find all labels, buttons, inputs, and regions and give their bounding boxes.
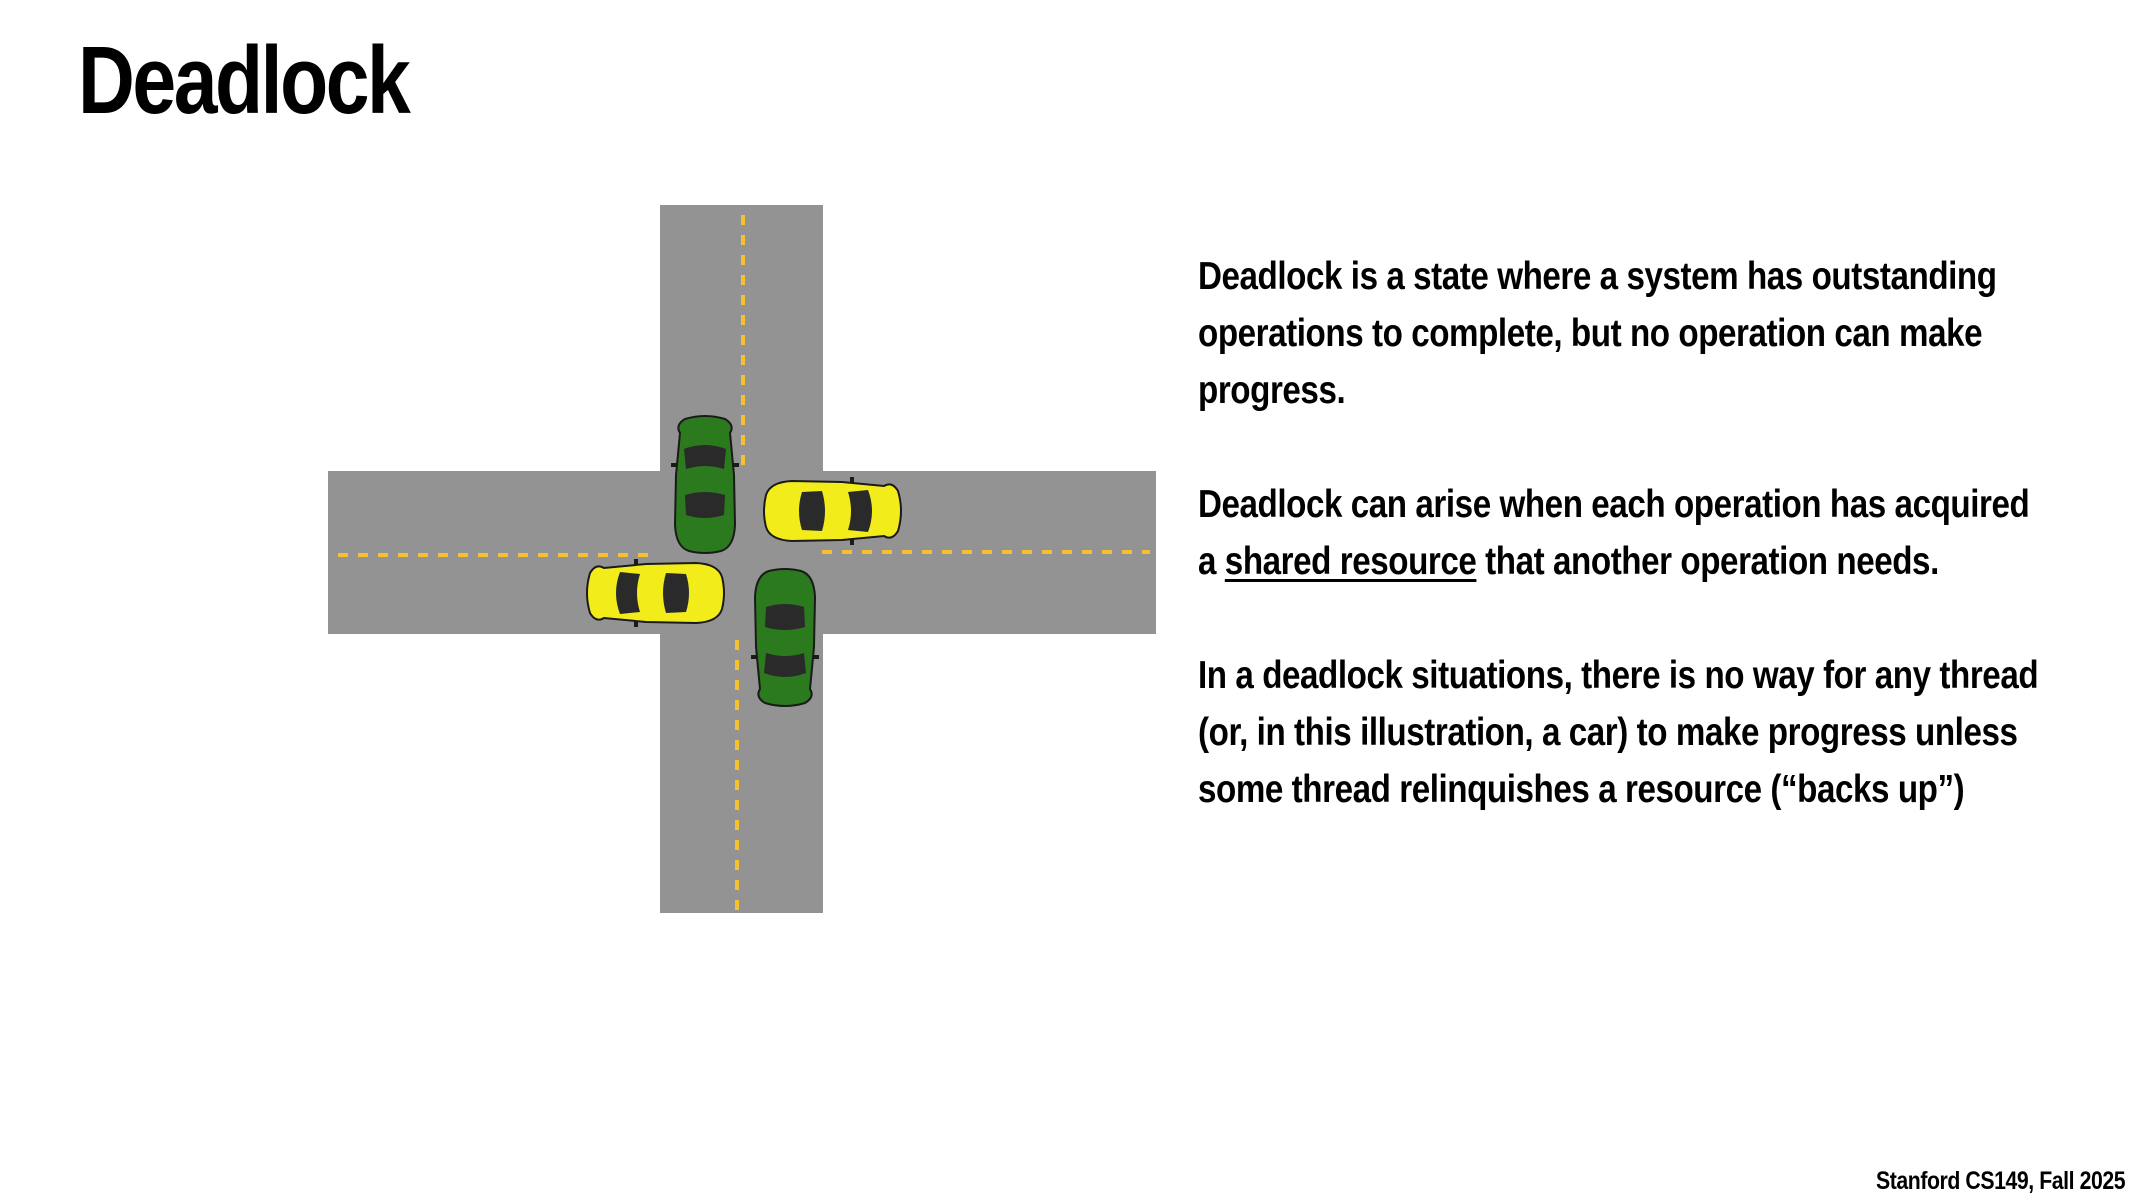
slide-title: Deadlock xyxy=(78,27,409,134)
deadlock-progress: In a deadlock situations, there is no way for any thread (or, in this illustration, a car) to make progress unless some thread relinquishes a resource (“backs up”) xyxy=(1198,654,2039,811)
car-yellow-right xyxy=(764,477,901,545)
text-column xyxy=(1198,248,2048,875)
deadlock-cause-text-start: Deadlock can arise when each operation has acquired a xyxy=(1198,483,2030,583)
car-green-top xyxy=(671,416,739,553)
deadlock-cause-text-end: that another operation needs. xyxy=(1476,540,1939,583)
deadlock-cause xyxy=(1198,476,2048,590)
intersection-illustration xyxy=(320,200,1160,920)
car-green-bottom xyxy=(751,569,819,706)
car-yellow-left xyxy=(587,559,724,627)
shared-resource-term: shared resource xyxy=(1224,540,1477,583)
deadlock-definition: Deadlock is a state where a system has outstanding operations to complete, but no operation can make progress. xyxy=(1198,255,1997,412)
slide-footer: Stanford CS149, Fall 2025 xyxy=(1875,1167,2125,1195)
